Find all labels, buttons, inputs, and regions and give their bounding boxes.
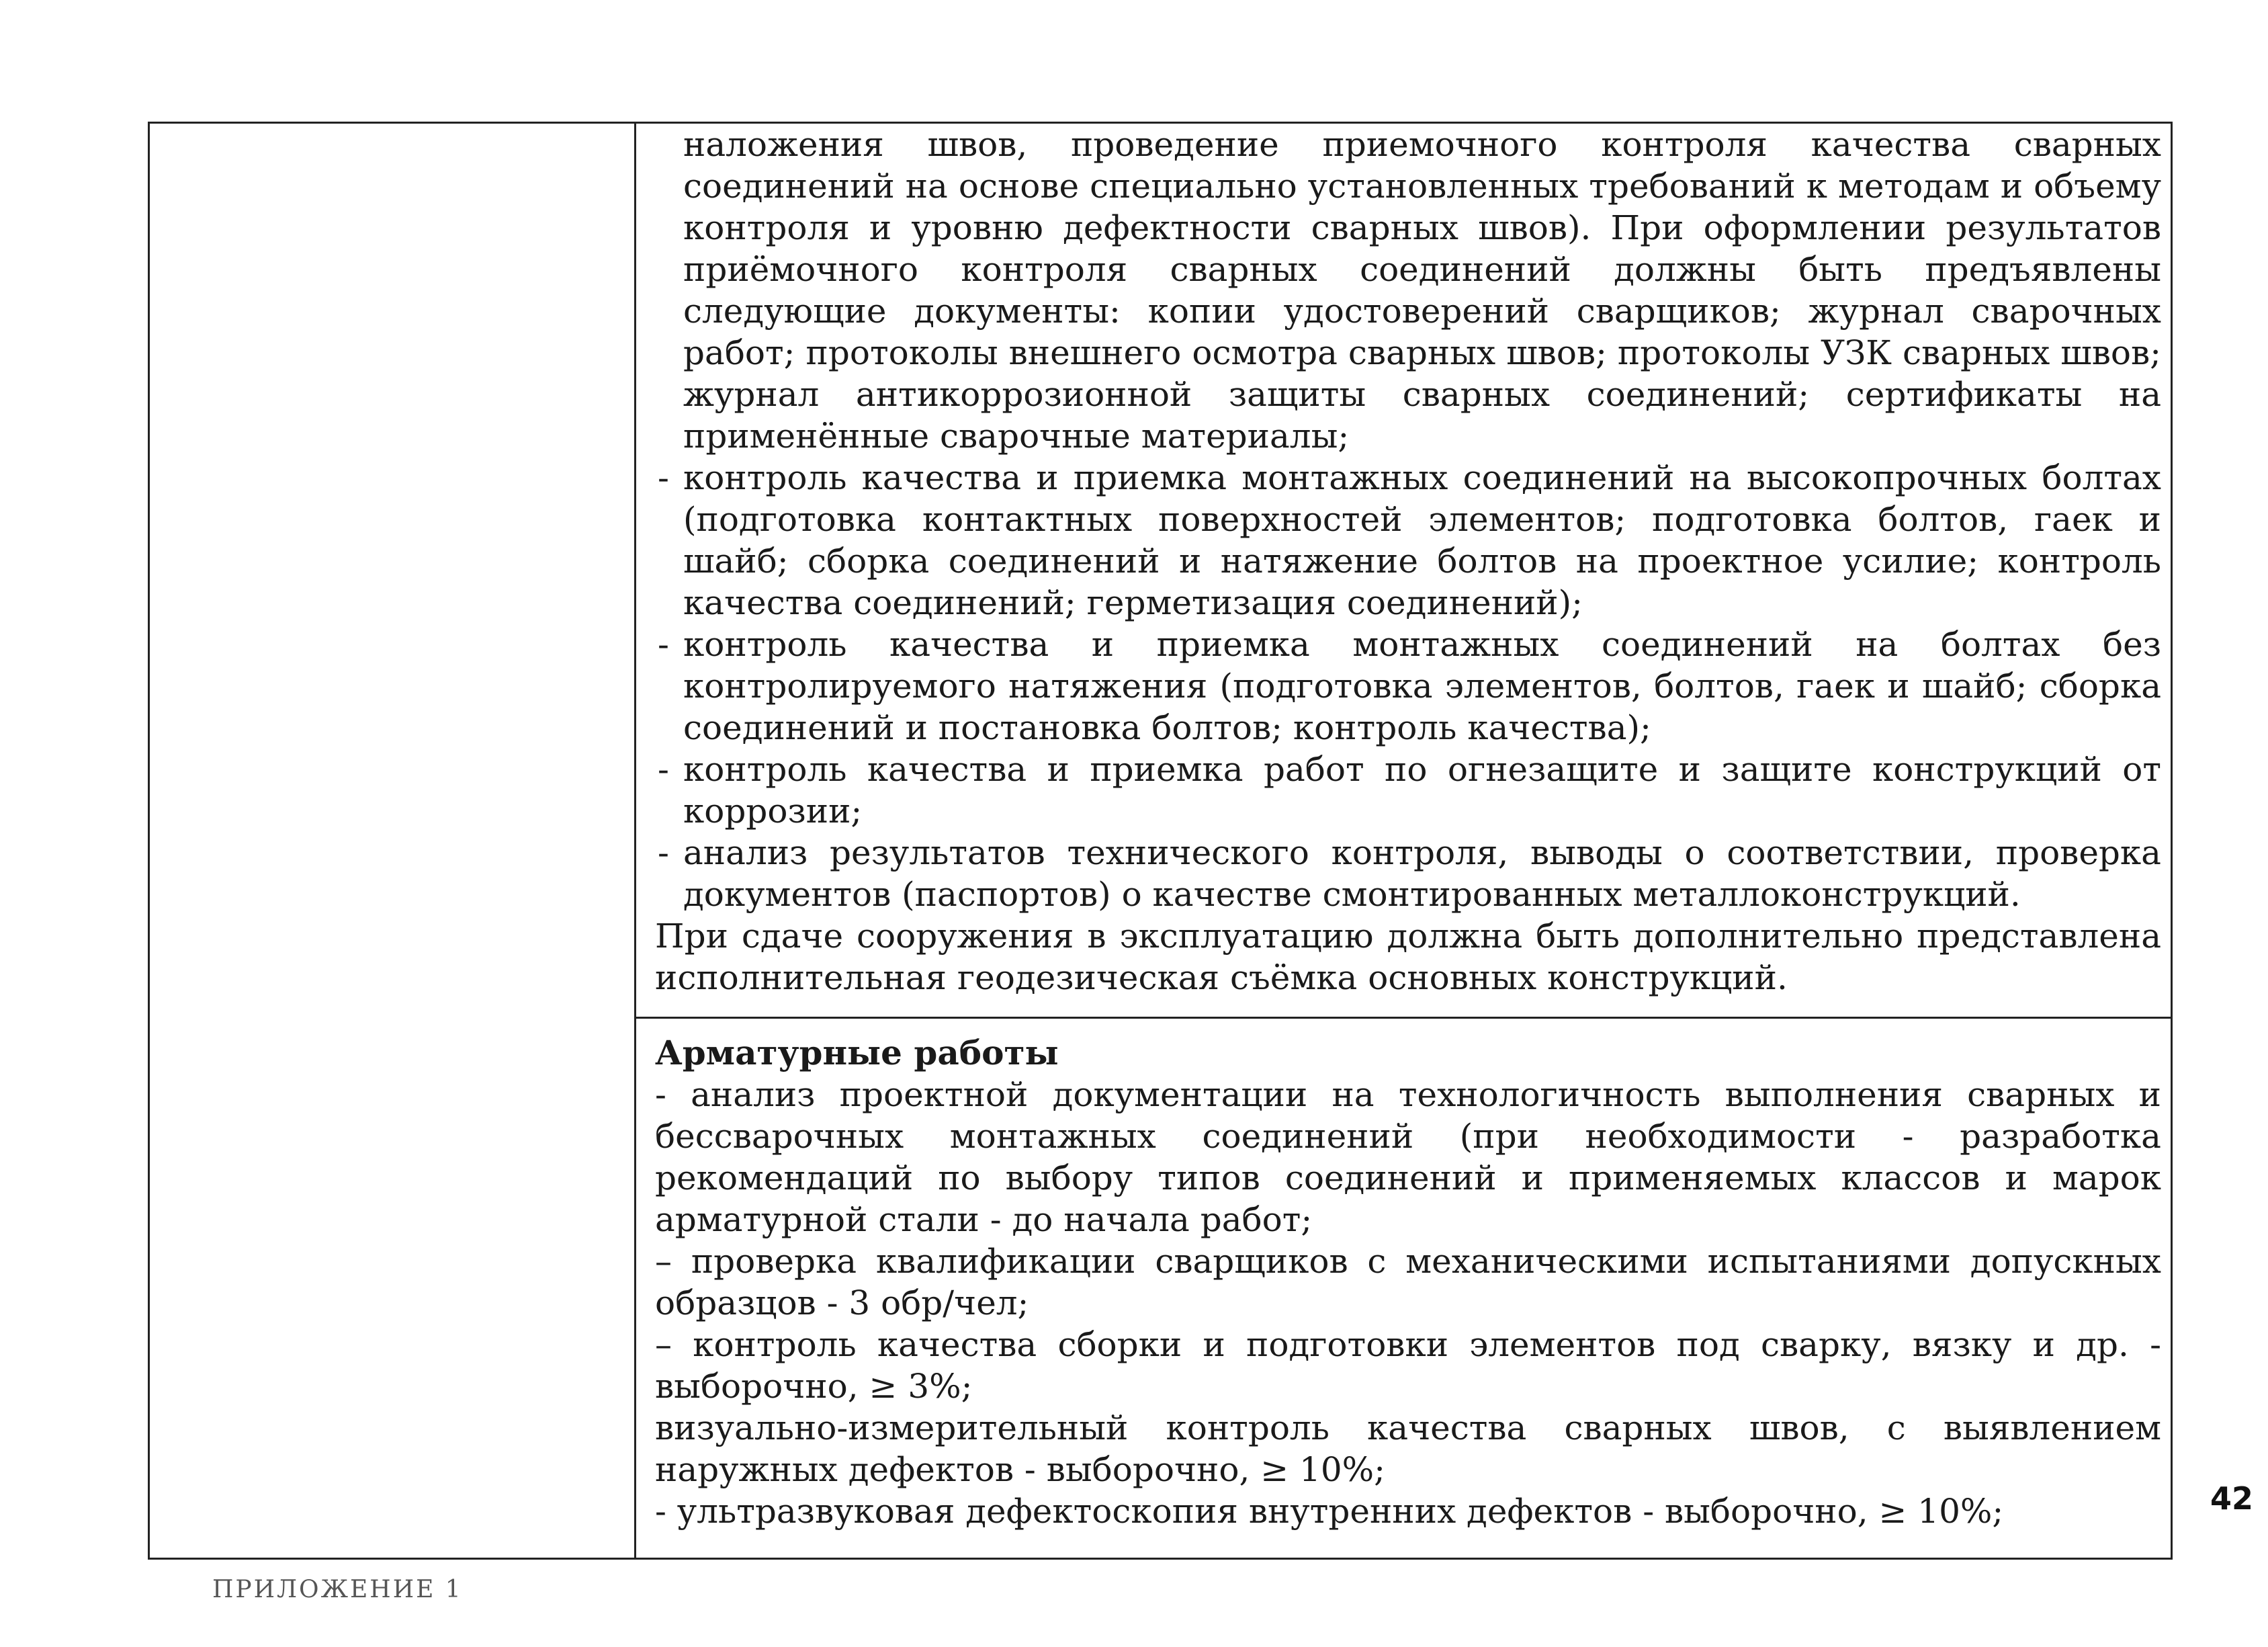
welding-control-paragraph: наложения швов, проведение приемочного контроля качества сварных соединений на основе специально установленных требований к методам и объему контроля и уровню дефектности сварных швов). При оформлении результатов приёмочного контроля сварных соединений должны быть предъявлены следующие документы: копии удостоверений сварщиков; журнал сварочных работ; протоколы внешнего осмотра сварных швов; протоколы УЗК сварных швов; журнал антикоррозионной защиты сварных соединений; сертификаты на применённые сварочные материалы; — [683, 125, 2161, 456]
list-item: - контроль качества и приемка работ по огнезащите и защите конструкций от коррозии; — [655, 749, 2161, 832]
list-item: - анализ проектной документации на технологичность выполнения сварных и бессварочных монтажных соединений (при необходимости - разработка рекомендаций по выбору типов соединений и применяемых классов и марок арматурной стали - до начала работ; — [655, 1075, 2161, 1239]
list-item: - контроль качества и приемка монтажных соединений на болтах без контролируемого натяжения (подготовка элементов, болтов, гаек и шайб; сборка соединений и постановка болтов; контроль качества); — [655, 624, 2161, 749]
document-table — [148, 122, 2173, 1560]
table-right-column — [636, 124, 2171, 1558]
table-cell-rebar-works — [636, 1019, 2171, 1558]
page-number: 42 — [2210, 1480, 2254, 1517]
list-item: визуально-измерительный контроль качества сварных швов, с выявлением наружных дефектов - выборочно, ≥ 10%; — [655, 1408, 2161, 1489]
section-heading: Арматурные работы — [655, 1033, 1059, 1072]
list-item: - контроль качества и приемка монтажных соединений на высокопрочных болтах (подготовка контактных поверхностей элементов; подготовка болтов, гаек и шайб; сборка соединений и натяжение болтов на проектное усилие; контроль качества соединений; герметизация соединений); — [655, 457, 2161, 624]
list-item: – проверка квалификации сварщиков с механическими испытаниями допускных образцов - 3 обр/чел; — [655, 1242, 2161, 1322]
list-item: - ультразвуковая дефектоскопия внутренних дефектов - выборочно, ≥ 10%; — [655, 1492, 2004, 1531]
table-cell-steel-works — [636, 124, 2171, 1019]
list-item: – контроль качества сборки и подготовки элементов под сварку, вязку и др. - выборочно, ≥ 3%; — [655, 1325, 2161, 1406]
list-item: - анализ результатов технического контроля, выводы о соответствии, проверка документов (паспортов) о качестве смонтированных металлоконструкций. — [655, 832, 2161, 915]
table-left-column — [150, 124, 636, 1558]
footer-label: ПРИЛОЖЕНИЕ 1 — [212, 1576, 463, 1603]
closing-paragraph: При сдаче сооружения в эксплуатацию должна быть дополнительно представлена исполнительная геодезическая съёмка основных конструкций. — [655, 917, 2161, 997]
